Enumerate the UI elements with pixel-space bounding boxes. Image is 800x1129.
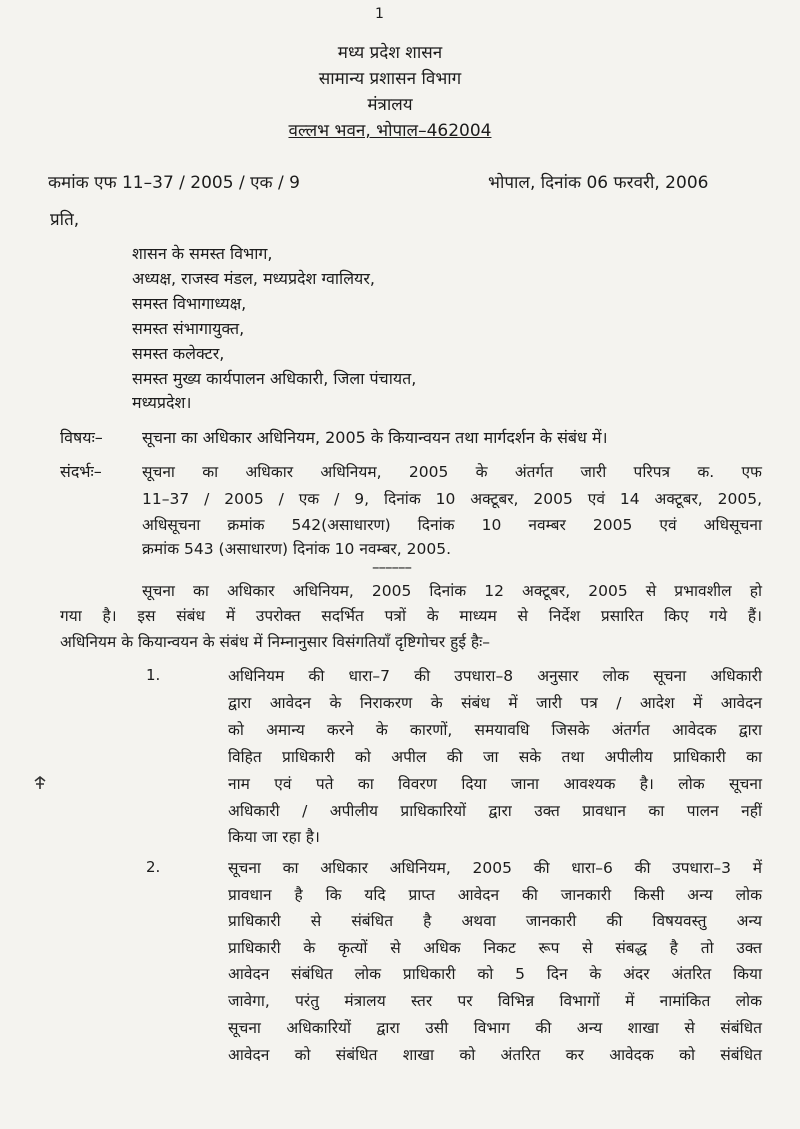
item-line: सूचना का अधिकार अधिनियम, 2005 की धारा–6 की उपधारा–3 में bbox=[228, 859, 762, 877]
reference-line: क्रमांक 543 (असाधारण) दिनांक 10 नवम्बर, 2005. bbox=[142, 540, 451, 558]
item-line: प्राधिकारी के कृत्यों से अधिक निकट रूप से संबद्ध है तो उक्त bbox=[228, 939, 762, 957]
header-line-address: वल्लभ भवन, भोपाल–462004 bbox=[288, 121, 492, 141]
recipient-line: समस्त कलेक्टर, bbox=[132, 344, 225, 363]
subject-label: विषयः– bbox=[60, 428, 103, 447]
reference-line: सूचना का अधिकार अधिनियम, 2005 के अंतर्गत जारी परिपत्र क. एफ bbox=[142, 463, 762, 481]
recipient-line: समस्त संभागायुक्त, bbox=[132, 319, 245, 338]
item-line: आवेदन को संबंधित शाखा को अंतरित कर आवेदक को संबंधित bbox=[228, 1046, 762, 1064]
intro-line: सूचना का अधिकार अधिनियम, 2005 दिनांक 12 अक्टूबर, 2005 से प्रभावशील हो bbox=[142, 582, 762, 600]
reference-label: संदर्भः– bbox=[60, 462, 102, 481]
intro-line: अधिनियम के कियान्वयन के संबंध में निम्नानुसार विसंगतियॉं दृष्टिगोचर हुई हैः– bbox=[60, 633, 490, 651]
reference-line: अधिसूचना क्रमांक 542(असाधारण) दिनांक 10 नवम्बर 2005 एवं अधिसूचना bbox=[142, 516, 762, 534]
item-line: किया जा रहा है। bbox=[228, 828, 320, 846]
separator-line: –––––– bbox=[372, 558, 411, 576]
item-line: नाम एवं पते का विवरण दिया जाना आवश्यक है। लोक सूचना bbox=[228, 775, 762, 793]
item-line: प्राधिकारी से संबंधित है अथवा जानकारी की विषयवस्तु अन्य bbox=[228, 912, 762, 930]
item-line: प्रावधान है कि यदि प्राप्त आवेदन की जानकारी किसी अन्य लोक bbox=[228, 886, 762, 904]
header-line-department: सामान्य प्रशासन विभाग bbox=[318, 69, 462, 89]
page-number: 1 bbox=[375, 6, 384, 22]
item-number: 2. bbox=[146, 858, 161, 876]
place-date: भोपाल, दिनांक 06 फरवरी, 2006 bbox=[488, 173, 709, 193]
recipient-line: शासन के समस्त विभाग, bbox=[132, 244, 273, 263]
header-line-ministry: मंत्रालय bbox=[367, 95, 413, 115]
item-line: जावेगा, परंतु मंत्रालय स्तर पर विभिन्न विभागों में नामांकित लोक bbox=[228, 992, 762, 1010]
header-line-government: मध्य प्रदेश शासन bbox=[337, 43, 443, 63]
item-line: अधिनियम की धारा–7 की उपधारा–8 अनुसार लोक सूचना अधिकारी bbox=[228, 667, 762, 685]
recipient-line: मध्यप्रदेश। bbox=[132, 393, 192, 412]
intro-line: गया है। इस संबंध में उपरोक्त सदर्भित पत्रों के माध्यम से निर्देश प्रसारित किए गये हैं। bbox=[60, 607, 762, 625]
item-line: आवेदन संबंधित लोक प्राधिकारी को 5 दिन के अंदर अंतरित किया bbox=[228, 965, 762, 983]
recipient-line: समस्त विभागाध्यक्ष, bbox=[132, 294, 247, 313]
to-label: प्रति, bbox=[50, 210, 80, 230]
reference-line: 11–37 / 2005 / एक / 9, दिनांक 10 अक्टूबर, 2005 एवं 14 अक्टूबर, 2005, bbox=[142, 490, 762, 508]
recipient-line: समस्त मुख्य कार्यपालन अधिकारी, जिला पंचायत, bbox=[132, 369, 417, 388]
item-line: को अमान्य करने के कारणों, समयावधि जिसके अंतर्गत आवेदक द्वारा bbox=[228, 721, 762, 739]
item-line: सूचना अधिकारियों द्वारा उसी विभाग की अन्य शाखा से संबंधित bbox=[228, 1019, 762, 1037]
item-line: द्वारा आवेदन के निराकरण के संबंध में जारी पत्र / आदेश में आवेदन bbox=[228, 694, 762, 712]
reference-number: कमांक एफ 11–37 / 2005 / एक / 9 bbox=[48, 173, 300, 193]
scan-mark-icon bbox=[33, 776, 47, 790]
recipient-line: अध्यक्ष, राजस्व मंडल, मध्यप्रदेश ग्वालियर, bbox=[132, 269, 375, 288]
item-number: 1. bbox=[146, 666, 161, 684]
subject-text: सूचना का अधिकार अधिनियम, 2005 के कियान्वयन तथा मार्गदर्शन के संबंध में। bbox=[142, 428, 608, 447]
item-line: विहित प्राधिकारी को अपील की जा सके तथा अपीलीय प्राधिकारी का bbox=[228, 748, 762, 766]
item-line: अधिकारी / अपीलीय प्राधिकारियों द्वारा उक्त प्रावधान का पालन नहीं bbox=[228, 802, 762, 820]
